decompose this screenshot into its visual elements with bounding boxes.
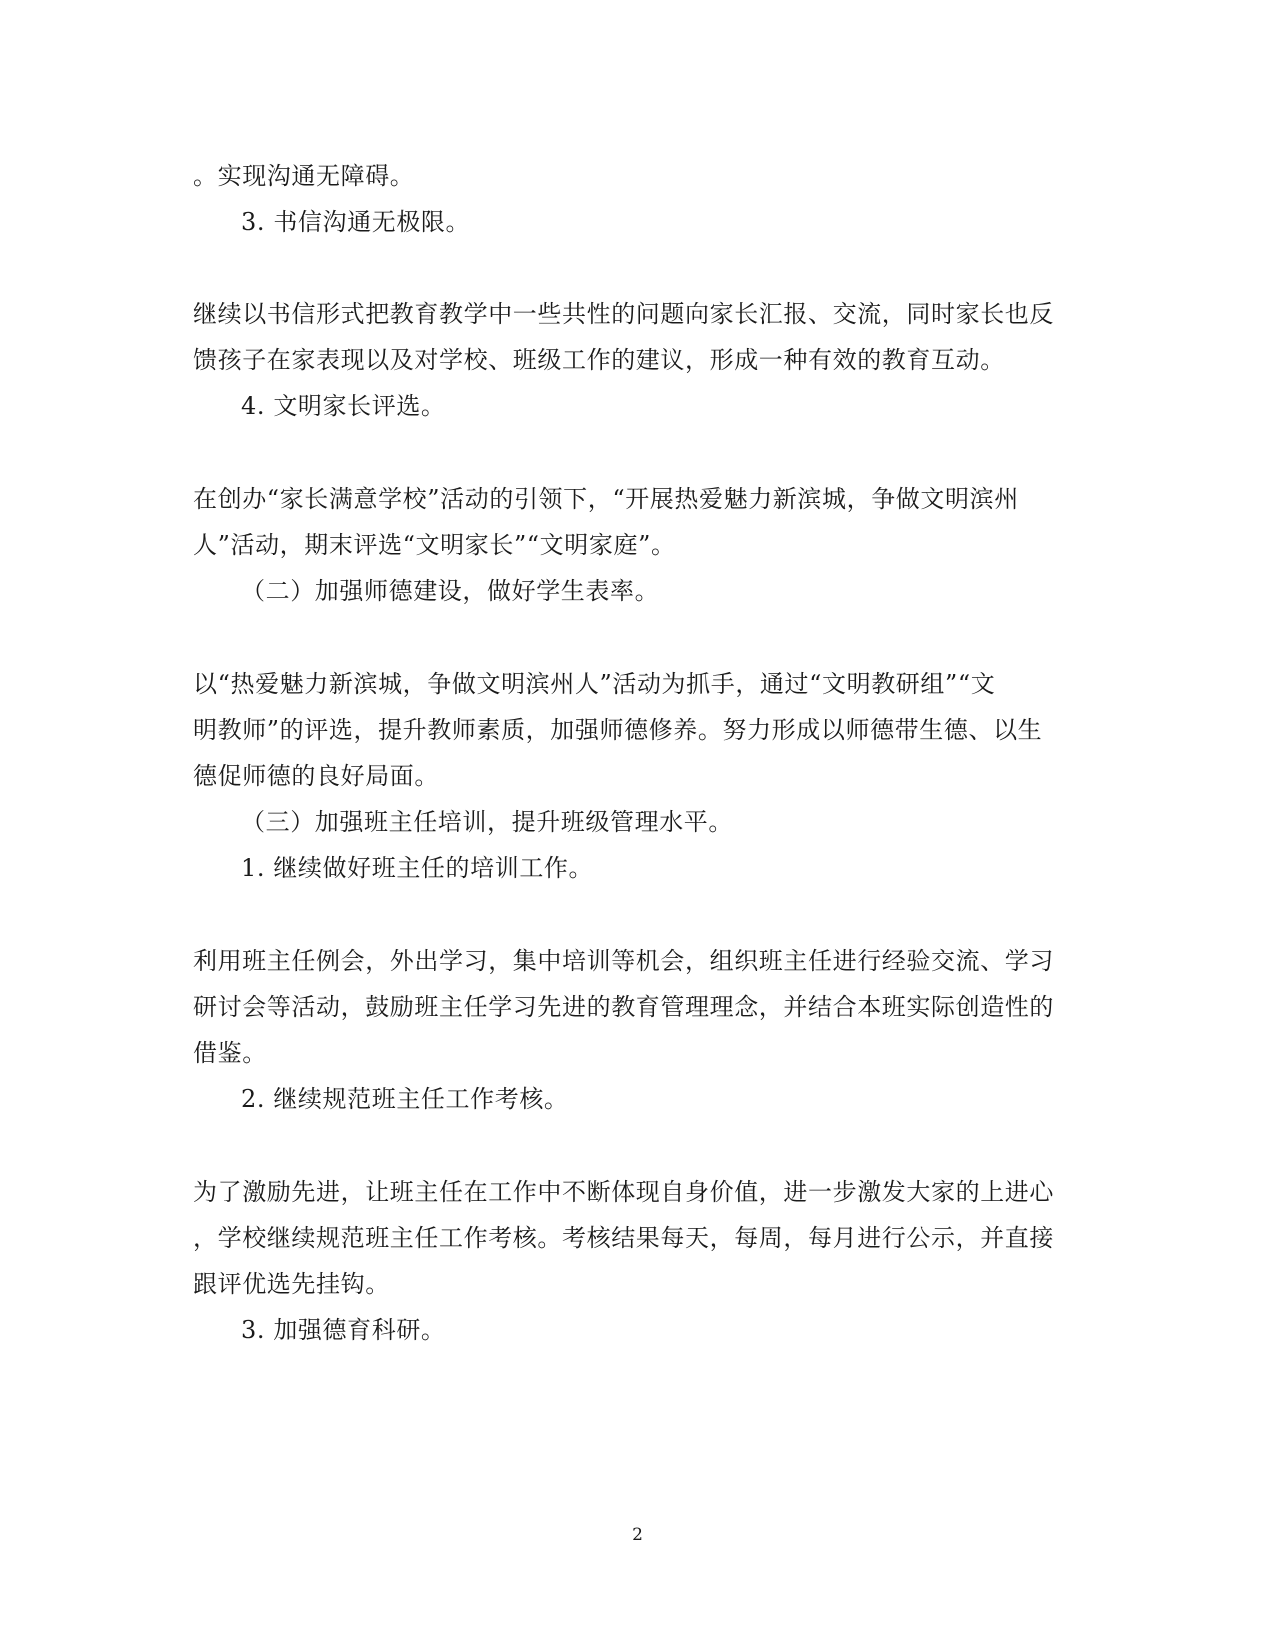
page-number: 2 [632,1525,643,1545]
text-line: 人”活动，期末评选“文明家长”“文明家庭”。 [193,531,676,559]
text-line: 。实现沟通无障碍。 [193,162,415,190]
text-line: 研讨会等活动，鼓励班主任学习先进的教育管理理念，并结合本班实际创造性的 [193,993,1054,1021]
list-item-heading: 1. 继续做好班主任的培训工作。 [241,854,594,882]
text-line: 馈孩子在家表现以及对学校、班级工作的建议，形成一种有效的教育互动。 [193,346,1005,374]
list-item-heading: 3. 加强德育科研。 [241,1316,446,1344]
text-line: 德促师德的良好局面。 [193,762,439,790]
text-line: 为了激励先进，让班主任在工作中不断体现自身价值，进一步激发大家的上进心 [193,1178,1054,1206]
text-line: 借鉴。 [193,1039,267,1067]
text-line: 继续以书信形式把教育教学中一些共性的问题向家长汇报、交流，同时家长也反 [193,300,1054,328]
section-heading: （三）加强班主任培训，提升班级管理水平。 [241,808,733,836]
text-line: 以“热爱魅力新滨城，争做文明滨州人”活动为抓手，通过“文明教研组”“文 [193,670,996,698]
section-heading: （二）加强师德建设，做好学生表率。 [241,577,660,605]
text-line: 利用班主任例会，外出学习，集中培训等机会，组织班主任进行经验交流、学习 [193,947,1054,975]
list-item-heading: 4. 文明家长评选。 [241,392,446,420]
text-line: 在创办“家长满意学校”活动的引领下，“开展热爱魅力新滨城，争做文明滨州 [193,485,1019,513]
text-line: ，学校继续规范班主任工作考核。考核结果每天，每周，每月进行公示，并直接 [193,1224,1054,1252]
list-item-heading: 2. 继续规范班主任工作考核。 [241,1085,569,1113]
list-item-heading: 3. 书信沟通无极限。 [241,208,471,236]
text-line: 明教师”的评选，提升教师素质，加强师德修养。努力形成以师德带生德、以生 [193,716,1043,744]
text-line: 跟评优选先挂钩。 [193,1270,390,1298]
